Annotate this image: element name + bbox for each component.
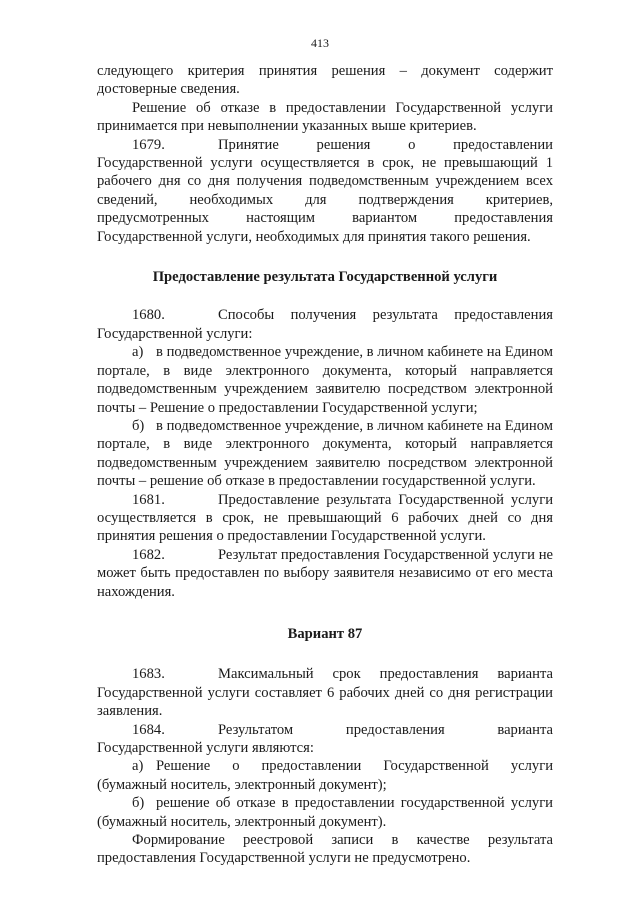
paragraph-refusal-decision: Решение об отказе в предоставлении Государственной услуги принимается при невыполнении указанных выше критериев. [97,99,553,135]
page-number: 413 [311,36,329,50]
clause-number: 1680. [132,307,165,324]
clause-number: 1681. [132,491,165,508]
clause-text: Максимальный срок предоставления варианта Государственной услуги составляет 6 рабочих дней со дня регистрации заявления. [97,666,553,720]
list-item-b [97,794,553,831]
document-body [97,62,553,868]
paragraph-criteria-end: следующего критерия принятия решения – документ содержит достоверные сведения. [97,63,553,98]
clause-number: 1684. [132,721,165,738]
list-item-text: в подведомственное учреждение, в личном кабинете на Едином портале, в виде электронного документа, который направляется подведомственным учреждением заявителю посредством электронной почты – Решение о предоставлении Государственной услуги; [97,344,553,416]
list-letter: а) [132,344,144,361]
clause-number: 1679. [132,136,165,153]
clause-number: 1682. [132,546,165,563]
list-item-b [97,417,553,491]
paragraph-1681 [97,491,553,546]
section-heading-variant: Вариант 87 [287,625,363,642]
list-item-text: в подведомственное учреждение, в личном кабинете на Едином портале, в виде электронного документа, который направляется подведомственным учреждением заявителю посредством электронной почты – решение об отказе в предоставлении государственной услуги. [97,417,553,490]
list-item-text: решение об отказе в предоставлении государственной услуги (бумажный носитель, электронный документ). [97,795,553,830]
clause-text: Предоставление результата Государственной услуги осуществляется в срок, не превышающий 6 рабочих дней со дня принятия решения о предоставлении Государственной услуги. [97,491,553,545]
section-heading-result: Предоставление результата Государственной услуги [152,269,498,286]
clause-text: Принятие решения о предоставлении Государственной услуги осуществляется в срок, не превышающий 1 рабочего дня со дня получения подведомственным учреждением всех сведений, необходимых для подтверждения критериев, предусмотренных настоящим вариантом предоставления Государственной услуги, необходимых для принятия такого решения. [97,136,553,245]
paragraph-1682 [97,546,553,601]
list-letter: б) [132,417,145,434]
list-letter: б) [132,795,145,812]
paragraph-1680 [97,306,553,343]
clause-text: Результат предоставления Государственной услуги не может быть предоставлен по выбору заявителя независимо от его места нахождения. [97,546,553,600]
list-item-a [97,343,553,417]
paragraph-registry-record: Формирование реестровой записи в качестве результата предоставления Государственной услуги не предусмотрено. [97,832,553,867]
list-item-a [97,757,553,794]
list-letter: а) [132,758,144,775]
paragraph-1683 [97,665,553,720]
clause-text: Результатом предоставления варианта Государственной услуги являются: [97,721,553,756]
paragraph-1684 [97,721,553,758]
clause-text: Способы получения результата предоставления Государственной услуги: [97,307,553,342]
list-item-text: Решение о предоставлении Государственной услуги (бумажный носитель, электронный документ); [97,758,553,793]
clause-number: 1683. [132,666,165,683]
paragraph-1679 [97,136,553,246]
